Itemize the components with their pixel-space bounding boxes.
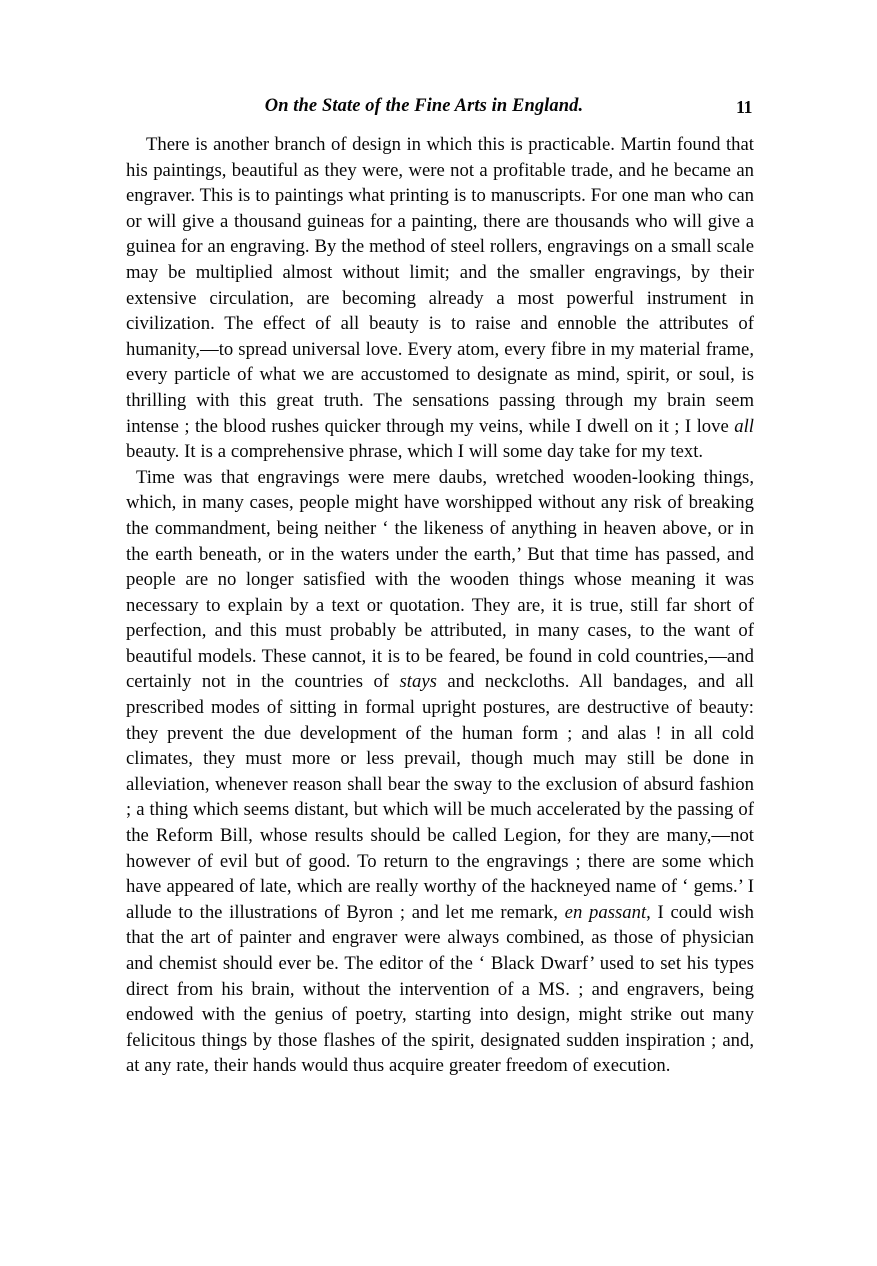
italic-phrase: en passant xyxy=(564,901,647,923)
page-number: 11 xyxy=(735,97,752,117)
body-text-column xyxy=(126,132,754,1079)
italic-phrase: stays xyxy=(399,671,437,693)
body-paragraph-engraving: There is another branch of design in which this is practicable. Martin found that his paintings, beautiful as they were, were not a profitable trade, and he became an engraver. This is to paintings what printing is to manuscripts. For one man who can or will give a thousand guineas for a painting, there are thousands who will give a guinea for an engraving. By the method of steel rollers, engravings on a small scale may be multiplied almost without limit; and the smaller engravings, by their extensive circulation, are becoming already a most powerful instrument in civilization. The effect of all beauty is to raise and ennoble the attributes of humanity,—to spread universal love. Every atom, every fibre in my material frame, every particle of what we are accustomed to designate as mind, spirit, or soul, is thrilling with this great truth. The sensations passing through my brain seem intense ; the blood rushes quicker through my veins, while I dwell on it ; I love all beauty. It is a comprehensive phrase, which I will some day take for my text. xyxy=(126,134,754,463)
running-head xyxy=(126,96,752,122)
body-paragraph-daubs: Time was that engravings were mere daubs, wretched wooden-looking things, which, in many cases, people might have worshipped without any risk of breaking the commandment, being neither ‘ the likeness of anything in heaven above, or in the earth beneath, or in the waters under the earth,’ But that time has passed, and people are no longer satisfied with the wooden things whose meaning it was necessary to explain by a text or quotation. They are, it is true, still far short of perfection, and this must probably be attributed, in many cases, to the want of beautiful models. These cannot, it is to be feared, be found in cold countries,—and certainly not in the countries of stays and neckcloths. All bandages, and all prescribed modes of sitting in formal upright postures, are destructive of beauty: they prevent the due development of the human form ; and alas ! in all cold climates, they must more or less prevail, though much may still be done in alleviation, whenever reason shall bear the sway to the exclusion of absurd fashion ; a thing which seems distant, but which will be much accelerated by the passing of the Reform Bill, whose results should be called Legion, for they are many,—not however of evil but of good. To return to the engravings ; there are some which have appeared of late, which are really worthy of the hackneyed name of ‘ gems.’ I allude to the illustrations of Byron ; and let me remark, en passant, I could wish that the art of painter and engraver were always combined, as those of physician and chemist should ever be. The editor of the ‘ Black Dwarf’ used to set his types direct from his brain, without the intervention of a MS. ; and engravers, being endowed with the genius of poetry, starting into design, might strike out many felicitous things by those flashes of the spirit, designated sudden inspiration ; and, at any rate, their hands would thus acquire greater freedom of execution. xyxy=(126,466,754,1077)
running-head-title: On the State of the Fine Arts in England. xyxy=(264,96,584,116)
italic-phrase: all xyxy=(734,415,754,437)
